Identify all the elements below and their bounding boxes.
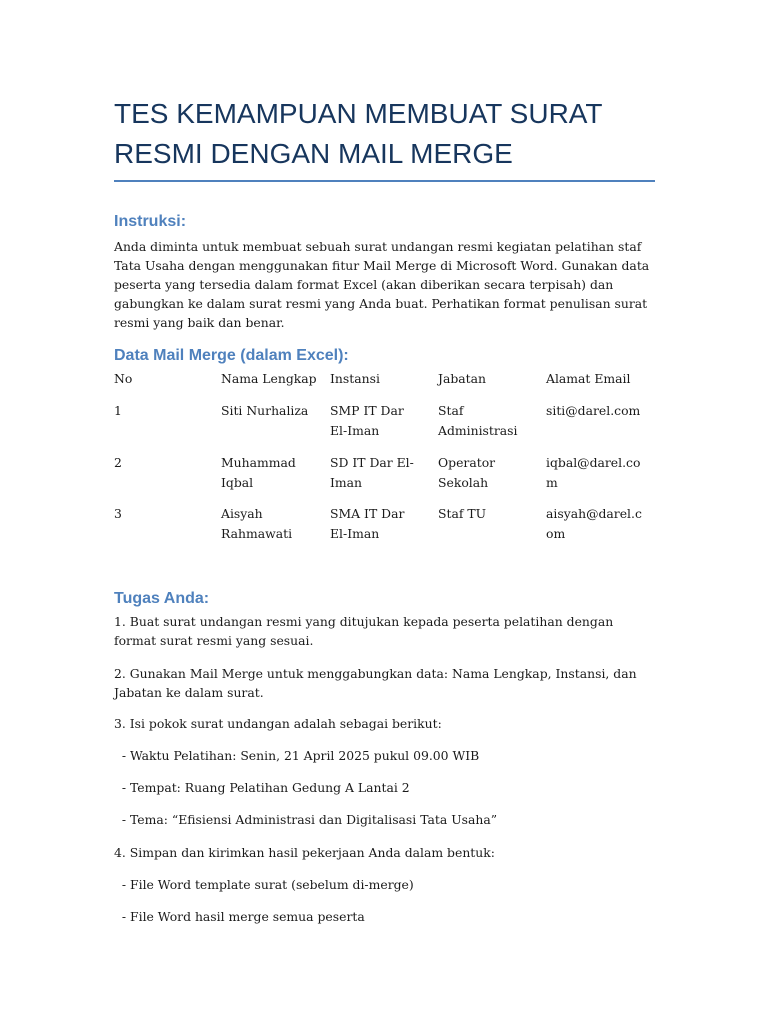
table-cell: Muhammad Iqbal — [221, 455, 296, 490]
tugas-item: 1. Buat surat undangan resmi yang ditujukan kepada peserta pelatihan dengan format surat resmi yang sesuai. — [114, 614, 614, 648]
table-cell: aisyah@darel.com — [546, 506, 642, 541]
table-cell: 3 — [114, 506, 122, 521]
tugas-heading: Tugas Anda: — [114, 590, 210, 607]
instruksi-heading: Instruksi: — [114, 213, 187, 230]
tugas-subitem: - File Word template surat (sebelum di-merge) — [114, 877, 414, 892]
table-cell: 1 — [114, 403, 122, 418]
column-header: No — [114, 371, 133, 386]
tugas-item: 2. Gunakan Mail Merge untuk menggabungkan data: Nama Lengkap, Instansi, dan Jabatan ke dalam surat. — [114, 666, 637, 700]
data-heading: Data Mail Merge (dalam Excel): — [114, 347, 349, 364]
instruksi-text: Anda diminta untuk membuat sebuah surat undangan resmi kegiatan pelatihan staf Tata Usaha dengan menggunakan fitur Mail Merge di Microsoft Word. Gunakan data peserta yang tersedia dalam format Excel (akan diberikan secara terpisah) dan gabungkan ke dalam surat resmi yang Anda buat. Perhatikan format penulisan surat resmi yang baik dan benar. — [114, 239, 650, 330]
table-cell: Aisyah Rahmawati — [221, 506, 293, 541]
table-cell: iqbal@darel.com — [546, 455, 641, 490]
tugas-subitem: - Tempat: Ruang Pelatihan Gedung A Lantai 2 — [114, 780, 410, 795]
mail-merge-data-table — [114, 369, 656, 556]
table-cell: SD IT Dar El-Iman — [330, 455, 414, 490]
table-row — [114, 453, 656, 504]
tugas-item: 4. Simpan dan kirimkan hasil pekerjaan Anda dalam bentuk: — [114, 845, 495, 860]
tugas-subitem: - Tema: “Efisiensi Administrasi dan Digitalisasi Tata Usaha” — [114, 812, 498, 827]
table-cell: Staf TU — [438, 506, 487, 521]
column-header: Alamat Email — [546, 371, 631, 386]
document-title: TES KEMAMPUAN MEMBUAT SURAT RESMI DENGAN MAIL MERGE — [114, 98, 602, 169]
column-header: Jabatan — [438, 371, 487, 386]
tugas-subitem: - Waktu Pelatihan: Senin, 21 April 2025 pukul 09.00 WIB — [114, 748, 480, 763]
table-row — [114, 504, 656, 556]
table-cell: Siti Nurhaliza — [221, 403, 309, 418]
title-underline — [114, 180, 655, 182]
table-cell: siti@darel.com — [546, 403, 641, 418]
column-header: Instansi — [330, 371, 380, 386]
table-cell: 2 — [114, 455, 122, 470]
table-cell: Staf Administrasi — [438, 403, 518, 438]
table-cell: Operator Sekolah — [438, 455, 496, 490]
table-header-row — [114, 369, 656, 401]
table-cell: SMA IT Dar El-Iman — [330, 506, 405, 541]
column-header: Nama Lengkap — [221, 371, 317, 386]
table-cell: SMP IT Dar El-Iman — [330, 403, 404, 438]
tugas-subitem: - File Word hasil merge semua peserta — [114, 909, 365, 924]
table-row — [114, 401, 656, 453]
tugas-item: 3. Isi pokok surat undangan adalah sebagai berikut: — [114, 716, 442, 731]
